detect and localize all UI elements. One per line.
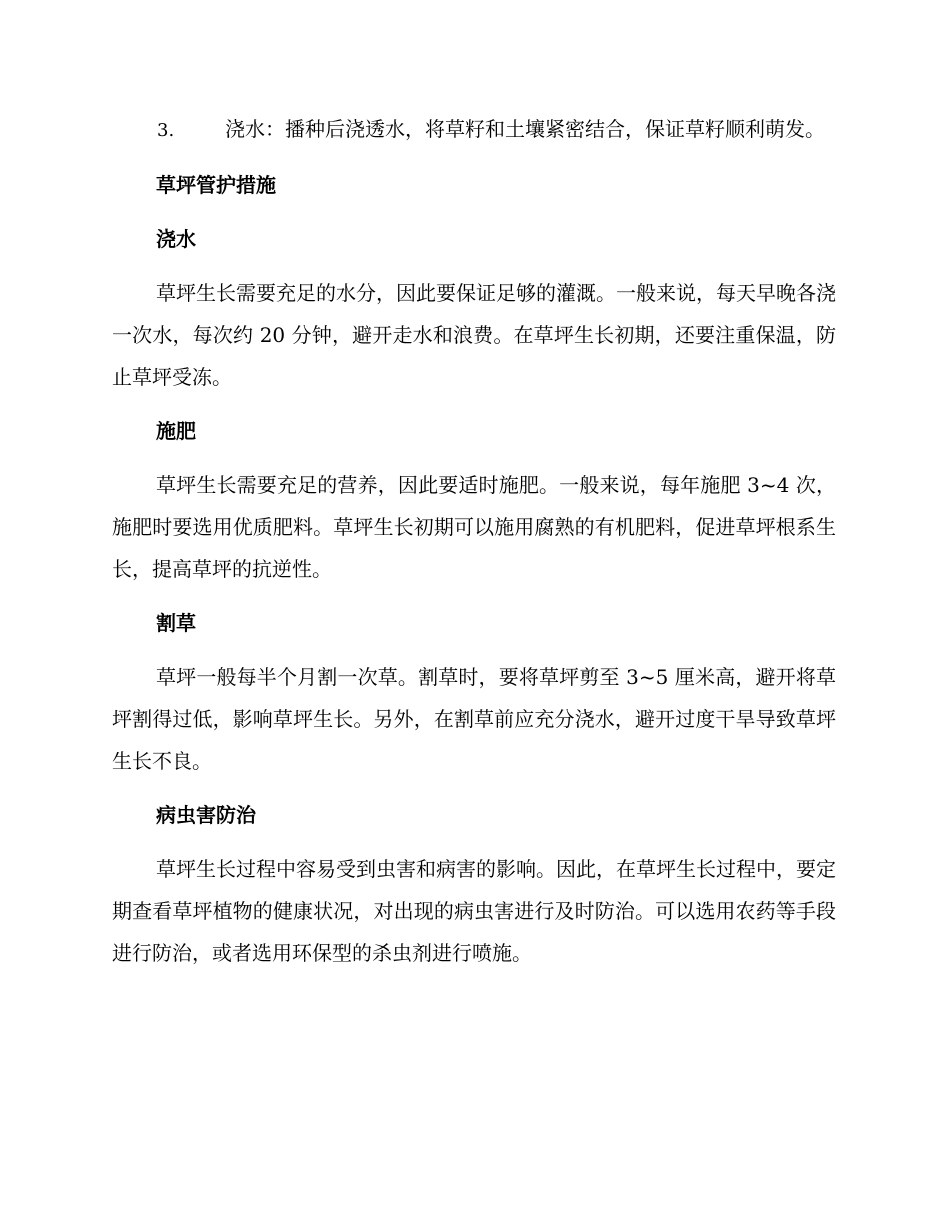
list-item-number: 3. xyxy=(157,120,175,141)
document-body xyxy=(112,108,836,974)
paragraph-fertilizing: 草坪生长需要充足的营养，因此要适时施肥。一般来说，每年施肥 3~4 次，施肥时要选用优质肥料。草坪生长初期可以施用腐熟的有机肥料，促进草坪根系生长，提高草坪的抗逆性。 xyxy=(112,473,836,581)
subheading-fertilizing: 施肥 xyxy=(156,419,196,443)
list-item-3 xyxy=(112,108,836,152)
section-heading-lawn-care: 草坪管护措施 xyxy=(156,173,276,197)
paragraph-mowing: 草坪一般每半个月割一次草。割草时，要将草坪剪至 3~5 厘米高，避开将草坪割得过低，影响草坪生长。另外，在割草前应充分浇水，避开过度干旱导致草坪生长不良。 xyxy=(112,665,836,773)
subheading-mowing: 割草 xyxy=(156,611,196,635)
subheading-pest-control: 病虫害防治 xyxy=(156,803,256,827)
subheading-watering: 浇水 xyxy=(156,227,196,251)
paragraph-pest-control: 草坪生长过程中容易受到虫害和病害的影响。因此，在草坪生长过程中，要定期查看草坪植物的健康状况，对出现的病虫害进行及时防治。可以选用农药等手段进行防治，或者选用环保型的杀虫剂进行喷施。 xyxy=(112,857,836,965)
list-item-text: 浇水：播种后浇透水，将草籽和土壤紧密结合，保证草籽顺利萌发。 xyxy=(225,117,825,141)
paragraph-watering: 草坪生长需要充足的水分，因此要保证足够的灌溉。一般来说，每天早晚各浇一次水，每次约 20 分钟，避开走水和浪费。在草坪生长初期，还要注重保温，防止草坪受冻。 xyxy=(112,281,836,389)
